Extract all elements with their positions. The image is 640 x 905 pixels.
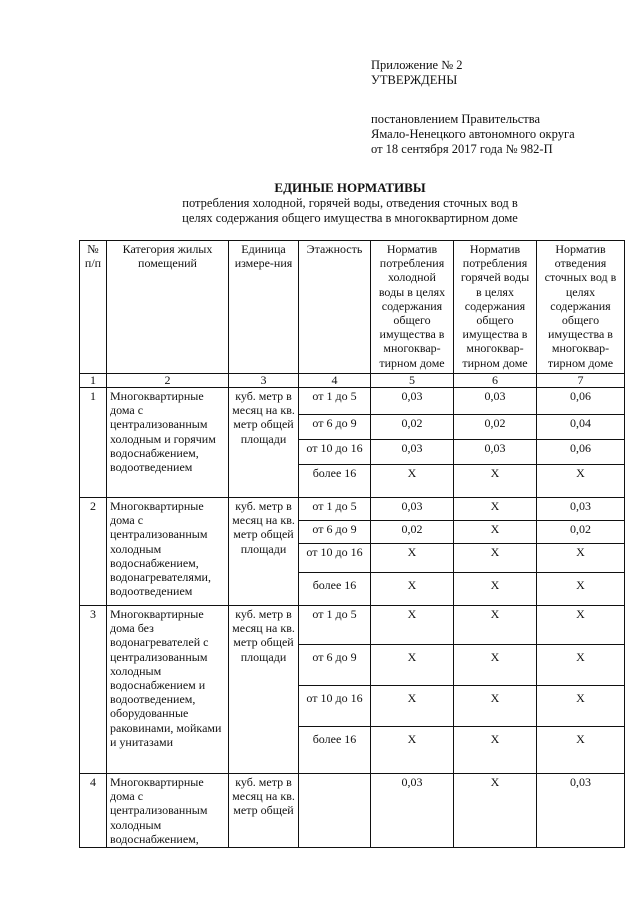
wastewater-value: 0,02: [537, 521, 625, 544]
header-floors: Этажность: [299, 241, 371, 374]
column-number: 4: [299, 374, 371, 388]
header-row: [80, 241, 625, 374]
cold-water-value: 0,02: [371, 521, 454, 544]
header-cold-water: Норматив потребления холодной воды в целях содержания общего имущества в многоквар-тирном доме: [371, 241, 454, 374]
housing-category: Многоквартирные дома с централизованным холодным водоснабжением,: [107, 774, 229, 848]
header-category: Категория жилых помещений: [107, 241, 229, 374]
hot-water-value: Х: [454, 606, 537, 645]
cold-water-value: Х: [371, 645, 454, 686]
column-number: 7: [537, 374, 625, 388]
cold-water-value: Х: [371, 465, 454, 498]
hot-water-value: Х: [454, 544, 537, 573]
floors-cell: от 1 до 5: [299, 388, 371, 415]
column-number: 3: [229, 374, 299, 388]
cold-water-value: 0,03: [371, 388, 454, 415]
wastewater-value: 0,04: [537, 415, 625, 440]
hot-water-value: 0,02: [454, 415, 537, 440]
table-row: [80, 774, 625, 848]
resolution-line: от 18 сентября 2017 года № 982-П: [371, 142, 553, 156]
wastewater-value: Х: [537, 606, 625, 645]
wastewater-value: 0,03: [537, 498, 625, 521]
unit-of-measure: куб. метр в месяц на кв. метр общей площади: [229, 606, 299, 774]
resolution-line: Ямало-Ненецкого автономного округа: [371, 127, 575, 141]
column-number: 5: [371, 374, 454, 388]
document-heading: [100, 180, 600, 226]
column-number: 1: [80, 374, 107, 388]
wastewater-value: 0,03: [537, 774, 625, 848]
floors-cell: от 1 до 5: [299, 498, 371, 521]
column-number-row: [80, 374, 625, 388]
hot-water-value: 0,03: [454, 388, 537, 415]
cold-water-value: 0,03: [371, 498, 454, 521]
table-row: [80, 388, 625, 415]
row-number: 4: [80, 774, 107, 848]
resolution-line: постановлением Правительства: [371, 112, 541, 126]
approved-label: УТВЕРЖДЕНЫ: [371, 73, 458, 87]
housing-category: Многоквартирные дома с централизованным холодным водоснабжением, водонагревателями, водоотведением: [107, 498, 229, 606]
appendix-number: Приложение № 2: [371, 58, 463, 72]
floors-cell: более 16: [299, 465, 371, 498]
hot-water-value: Х: [454, 573, 537, 606]
header-wastewater: Норматив отведения сточных вод в целях содержания общего имущества в многоквар-тирном доме: [537, 241, 625, 374]
floors-cell: [299, 774, 371, 848]
wastewater-value: Х: [537, 465, 625, 498]
floors-cell: от 6 до 9: [299, 645, 371, 686]
hot-water-value: Х: [454, 498, 537, 521]
approval-block: [371, 58, 575, 157]
row-number: 2: [80, 498, 107, 606]
floors-cell: более 16: [299, 727, 371, 774]
table-row: [80, 606, 625, 645]
unit-of-measure: куб. метр в месяц на кв. метр общей: [229, 774, 299, 848]
hot-water-value: Х: [454, 727, 537, 774]
header-hot-water: Норматив потребления горячей воды в целях содержания общего имущества в многоквар-тирном доме: [454, 241, 537, 374]
header-num: № п/п: [80, 241, 107, 374]
cold-water-value: Х: [371, 606, 454, 645]
housing-category: Многоквартирные дома с централизованным холодным и горячим водоснабжением, водоотведением: [107, 388, 229, 498]
hot-water-value: Х: [454, 465, 537, 498]
table-row: [80, 498, 625, 521]
wastewater-value: Х: [537, 686, 625, 727]
cold-water-value: Х: [371, 544, 454, 573]
cold-water-value: 0,02: [371, 415, 454, 440]
document-title: ЕДИНЫЕ НОРМАТИВЫ: [274, 180, 426, 195]
floors-cell: от 10 до 16: [299, 686, 371, 727]
row-number: 3: [80, 606, 107, 774]
unit-of-measure: куб. метр в месяц на кв. метр общей площади: [229, 388, 299, 498]
wastewater-value: Х: [537, 573, 625, 606]
floors-cell: от 6 до 9: [299, 521, 371, 544]
wastewater-value: Х: [537, 544, 625, 573]
column-number: 2: [107, 374, 229, 388]
hot-water-value: Х: [454, 521, 537, 544]
cold-water-value: Х: [371, 573, 454, 606]
hot-water-value: Х: [454, 645, 537, 686]
wastewater-value: 0,06: [537, 388, 625, 415]
cold-water-value: 0,03: [371, 440, 454, 465]
wastewater-value: 0,06: [537, 440, 625, 465]
norms-table: [79, 240, 625, 848]
hot-water-value: Х: [454, 686, 537, 727]
floors-cell: более 16: [299, 573, 371, 606]
unit-of-measure: куб. метр в месяц на кв. метр общей площади: [229, 498, 299, 606]
floors-cell: от 10 до 16: [299, 440, 371, 465]
cold-water-value: Х: [371, 686, 454, 727]
cold-water-value: Х: [371, 727, 454, 774]
header-unit: Единица измере-ния: [229, 241, 299, 374]
hot-water-value: 0,03: [454, 440, 537, 465]
floors-cell: от 6 до 9: [299, 415, 371, 440]
wastewater-value: Х: [537, 727, 625, 774]
subtitle-line: целях содержания общего имущества в многоквартирном доме: [182, 211, 518, 225]
housing-category: Многоквартирные дома без водонагревателей с централизованным холодным водоснабжением и водоотведением, оборудованные раковинами, мойками и унитазами: [107, 606, 229, 774]
wastewater-value: Х: [537, 645, 625, 686]
column-number: 6: [454, 374, 537, 388]
cold-water-value: 0,03: [371, 774, 454, 848]
row-number: 1: [80, 388, 107, 498]
floors-cell: от 10 до 16: [299, 544, 371, 573]
subtitle-line: потребления холодной, горячей воды, отведения сточных вод в: [182, 196, 518, 210]
hot-water-value: Х: [454, 774, 537, 848]
floors-cell: от 1 до 5: [299, 606, 371, 645]
